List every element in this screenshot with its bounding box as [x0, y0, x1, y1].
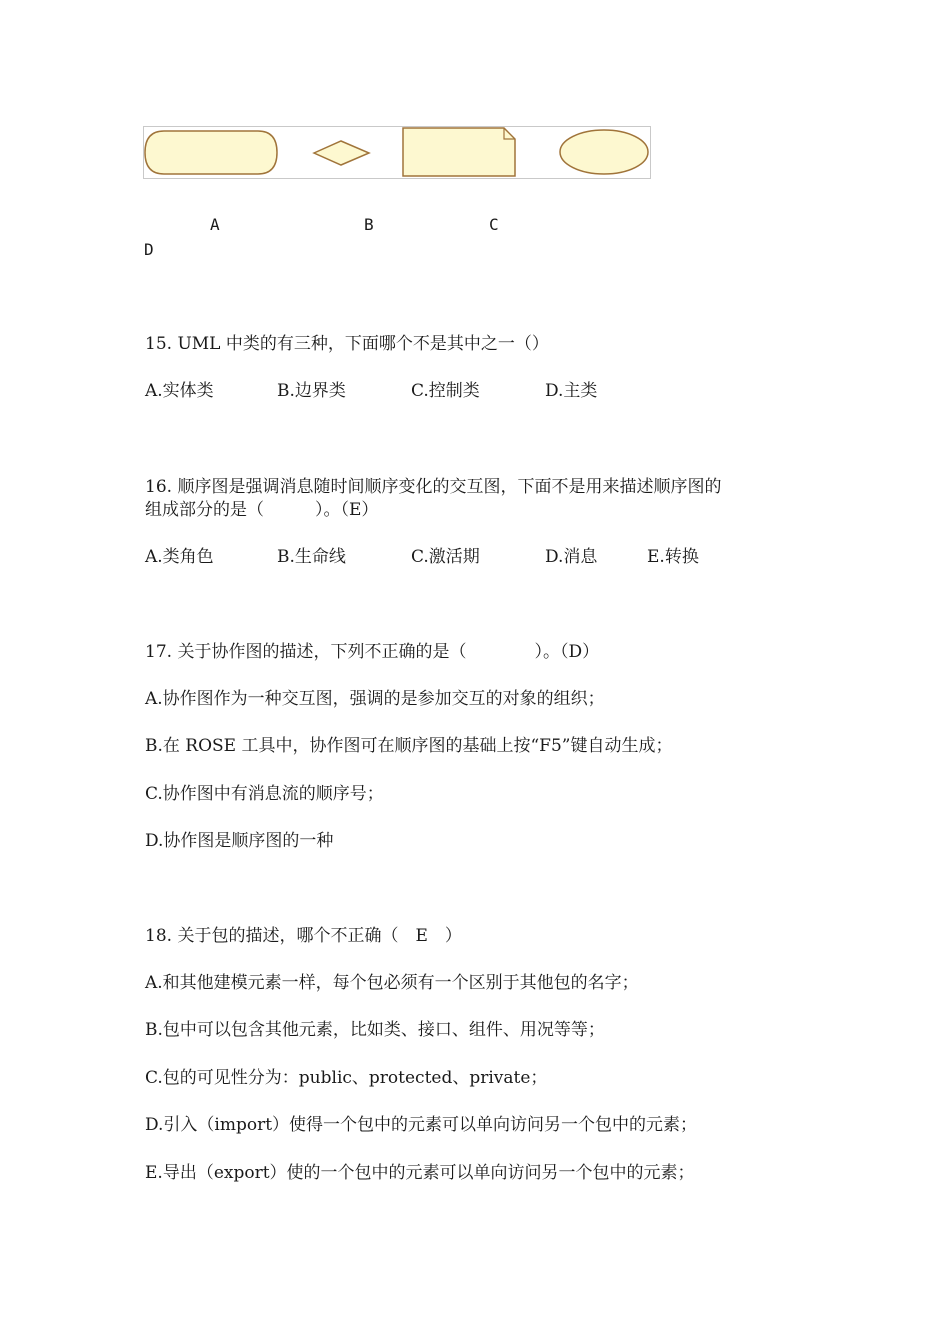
q15-option-c: C.控制类	[411, 381, 480, 401]
q18-option-a: A.和其他建模元素一样，每个包必须有一个区别于其他包的名字；	[145, 973, 639, 993]
question-16-text-line2: 组成部分的是（ ）。（E）	[145, 500, 379, 520]
rounded-rectangle-shape	[145, 131, 277, 174]
ellipse-shape	[560, 130, 648, 174]
q16-option-d: D.消息	[545, 547, 598, 567]
q18-option-c: C.包的可见性分为：public、protected、private；	[145, 1068, 548, 1088]
q18-option-e: E.导出（export）使的一个包中的元素可以单向访问另一个包中的元素；	[145, 1163, 695, 1183]
figure-label-b: B	[364, 215, 374, 234]
q17-option-b: B.在 ROSE 工具中，协作图可在顺序图的基础上按“F5”键自动生成；	[145, 736, 673, 756]
uml-shapes-figure	[143, 126, 651, 179]
question-18-text: 18. 关于包的描述，哪个不正确（ E ）	[145, 926, 462, 946]
q17-option-a: A.协作图作为一种交互图，强调的是参加交互的对象的组织；	[145, 689, 605, 709]
note-shape	[403, 128, 515, 176]
q16-option-b: B.生命线	[277, 547, 346, 567]
q16-option-e: E.转换	[647, 547, 699, 567]
q15-option-a: A.实体类	[145, 381, 214, 401]
q15-option-b: B.边界类	[277, 381, 346, 401]
question-17-text: 17. 关于协作图的描述，下列不正确的是（ ）。（D）	[145, 642, 600, 662]
q18-option-d: D.引入（import）使得一个包中的元素可以单向访问另一个包中的元素；	[145, 1115, 698, 1135]
q16-option-c: C.激活期	[411, 547, 480, 567]
q17-option-c: C.协作图中有消息流的顺序号；	[145, 784, 384, 804]
q15-option-d: D.主类	[545, 381, 598, 401]
q16-option-a: A.类角色	[145, 547, 214, 567]
q18-option-b: B.包中可以包含其他元素，比如类、接口、组件、用况等等；	[145, 1020, 605, 1040]
uml-shapes-svg	[144, 127, 650, 178]
figure-label-d: D	[144, 240, 154, 259]
figure-label-c: C	[489, 215, 499, 234]
question-16-text-line1: 16. 顺序图是强调消息随时间顺序变化的交互图，下面不是用来描述顺序图的	[145, 477, 722, 497]
question-15-text: 15. UML 中类的有三种，下面哪个不是其中之一（）	[145, 334, 549, 354]
figure-label-a: A	[210, 215, 220, 234]
q17-option-d: D.协作图是顺序图的一种	[145, 831, 334, 851]
diamond-shape	[314, 141, 369, 165]
